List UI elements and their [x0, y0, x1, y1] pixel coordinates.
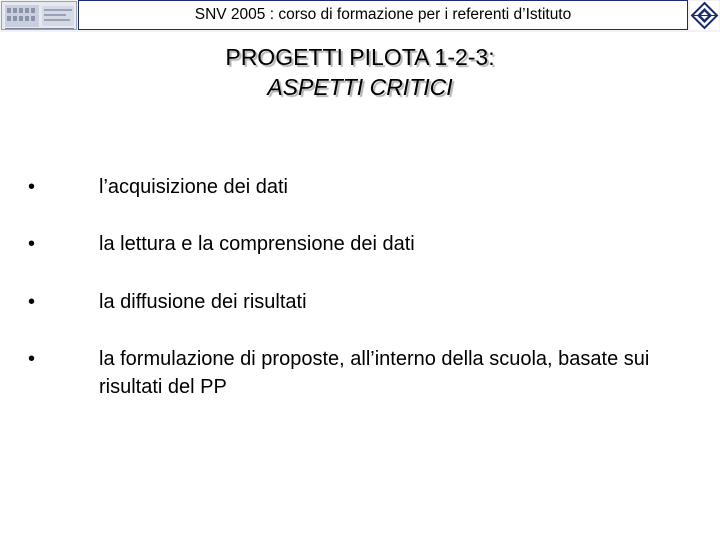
- bullet-text: l’acquisizione dei dati: [99, 176, 289, 198]
- bullet-text: la formulazione di proposte, all’interno della scuola, basate sui risultati del PP: [99, 348, 650, 398]
- bullet-text: la lettura e la comprensione dei dati: [99, 233, 415, 255]
- slide-title-line2: ASPETTI CRITICI: [267, 74, 453, 100]
- slide-title-line1: PROGETTI PILOTA 1-2-3:: [225, 44, 495, 70]
- bullet-glyph: •: [28, 291, 36, 313]
- bullet-glyph: •: [28, 348, 36, 370]
- header-title: SNV 2005 : corso di formazione per i referenti d’Istituto: [194, 6, 572, 23]
- bullet-glyph: •: [28, 176, 36, 198]
- bullet-text: la diffusione dei risultati: [99, 291, 307, 313]
- bullet-glyph: •: [28, 233, 36, 255]
